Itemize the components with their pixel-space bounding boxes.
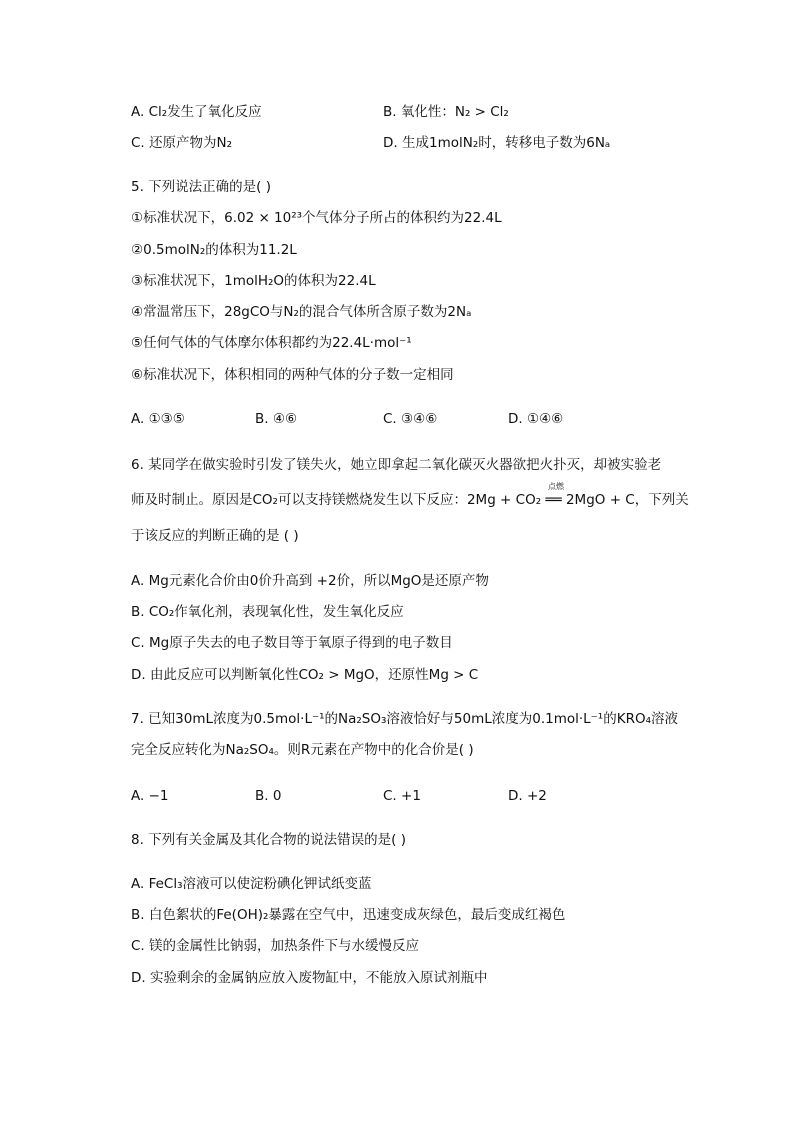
q5-option-b[interactable]: B. ④⑥: [255, 411, 298, 427]
q5-statement-4: ④常温常压下，28gCO与N₂的混合气体所含原子数为2Nₐ: [131, 304, 472, 320]
q5-option-a[interactable]: A. ①③⑤: [131, 411, 185, 427]
q6-option-b[interactable]: B. CO₂作氧化剂，表现氧化性，发生氧化反应: [131, 604, 404, 620]
q6-option-d[interactable]: D. 由此反应可以判断氧化性CO₂ > MgO，还原性Mg > C: [131, 667, 479, 683]
q8-title: 8. 下列有关金属及其化合物的说法错误的是( ): [131, 832, 406, 848]
q4-option-d[interactable]: D. 生成1molN₂时，转移电子数为6Nₐ: [383, 135, 611, 151]
q6-stem-line-1: 6. 某同学在做实验时引发了镁失火，她立即拿起二氧化碳灭火器欲把火扑灭，却被实验老: [131, 457, 662, 473]
q5-statement-3: ③标准状况下，1molH₂O的体积为22.4L: [131, 273, 376, 289]
q5-statement-6: ⑥标准状况下，体积相同的两种气体的分子数一定相同: [131, 367, 454, 383]
q7-option-c[interactable]: C. +1: [383, 788, 421, 804]
q8-option-d[interactable]: D. 实验剩余的金属钠应放入废物缸中，不能放入原试剂瓶中: [131, 970, 488, 986]
q7-option-a[interactable]: A. −1: [131, 788, 169, 804]
q5-option-c[interactable]: C. ③④⑥: [383, 411, 438, 427]
q6-option-c[interactable]: C. Mg原子失去的电子数目等于氧原子得到的电子数目: [131, 635, 453, 651]
q5-statement-2: ②0.5molN₂的体积为11.2L: [131, 242, 297, 258]
q6-option-a[interactable]: A. Mg元素化合价由0价升高到 +2价，所以MgO是还原产物: [131, 573, 489, 589]
q7-stem-line-1: 7. 已知30mL浓度为0.5mol·L⁻¹的Na₂SO₃溶液恰好与50mL浓度为0.1mol·L⁻¹的KRO₄溶液: [131, 711, 678, 727]
q7-stem-line-2: 完全反应转化为Na₂SO₄。则R元素在产物中的化合价是( ): [131, 742, 474, 758]
q6-stem-line-3: 于该反应的判断正确的是 ( ): [131, 528, 299, 544]
q7-option-b[interactable]: B. 0: [255, 788, 282, 804]
q5-statement-5: ⑤任何气体的气体摩尔体积都约为22.4L·mol⁻¹: [131, 335, 412, 351]
q8-option-c[interactable]: C. 镁的金属性比钠弱，加热条件下与水缓慢反应: [131, 938, 420, 954]
q8-option-a[interactable]: A. FeCl₃溶液可以使淀粉碘化钾试纸变蓝: [131, 876, 372, 892]
q4-option-b[interactable]: B. 氧化性：N₂ > Cl₂: [383, 104, 509, 120]
q7-option-d[interactable]: D. +2: [508, 788, 547, 804]
q4-option-c[interactable]: C. 还原产物为N₂: [131, 135, 233, 151]
q6-reaction-condition: 点燃: [548, 482, 564, 491]
q8-option-b[interactable]: B. 白色絮状的Fe(OH)₂暴露在空气中，迅速变成灰绿色，最后变成红褐色: [131, 907, 566, 923]
q5-title: 5. 下列说法正确的是( ): [131, 179, 271, 195]
q5-option-d[interactable]: D. ①④⑥: [508, 411, 564, 427]
q5-statement-1: ①标准状况下，6.02 × 10²³个气体分子所占的体积约为22.4L: [131, 210, 502, 226]
q6-stem-line-2: 师及时制止。原因是CO₂可以支持镁燃烧发生以下反应：2Mg + CO₂ ══ 2MgO + C，下列关: [131, 492, 689, 508]
q4-option-a[interactable]: A. Cl₂发生了氧化反应: [131, 104, 262, 120]
